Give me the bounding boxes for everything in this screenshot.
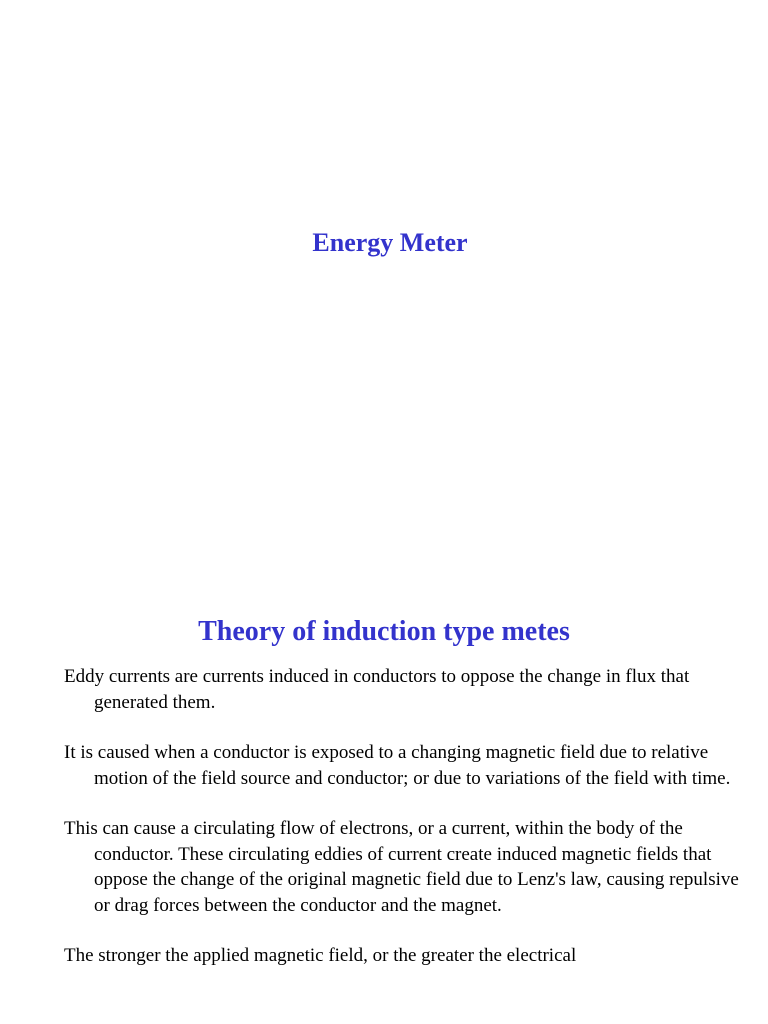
paragraph-eddy-currents: Eddy currents are currents induced in conductors to oppose the change in flux that generated them.: [64, 666, 690, 713]
paragraph-circulating-flow: This can cause a circulating flow of electrons, or a current, within the body of the conductor. These circulating eddies of current create induced magnetic fields that oppose the change of the original magnetic field due to Lenz's law, causing repulsive or drag forces between the conductor and the magnet.: [64, 818, 739, 916]
paragraph-cause: It is caused when a conductor is exposed to a changing magnetic field due to relative motion of the field source and conductor; or due to variations of the field with time.: [64, 742, 731, 789]
paragraph-applied-field: The stronger the applied magnetic field, or the greater the electrical: [64, 945, 577, 966]
slide-body: [64, 664, 744, 994]
slide-title-energy-meter: Energy Meter: [312, 228, 468, 257]
slide-title-induction-theory: Theory of induction type metes: [198, 616, 570, 647]
